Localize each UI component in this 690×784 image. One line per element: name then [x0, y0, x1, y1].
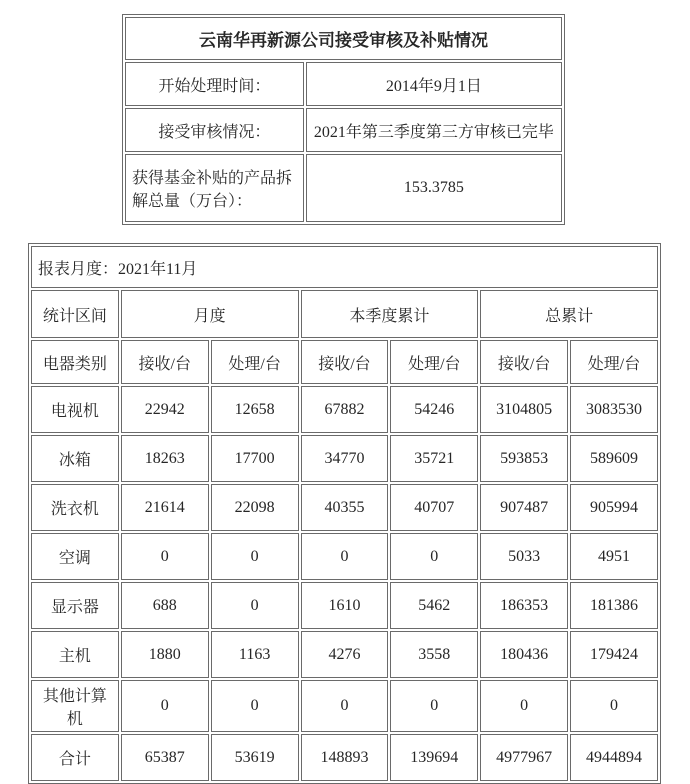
- audit-status-value: 2021年第三季度第三方审核已完毕: [306, 108, 562, 152]
- category-cell: 其他计算机: [31, 680, 119, 732]
- value-cell: 54246: [390, 386, 478, 433]
- category-cell: 冰箱: [31, 435, 119, 482]
- value-cell: 688: [121, 582, 209, 629]
- value-cell: 34770: [301, 435, 389, 482]
- value-cell: 21614: [121, 484, 209, 531]
- table-row-monitor: [31, 582, 658, 629]
- value-cell: 12658: [211, 386, 299, 433]
- sub-header: 处理/台: [570, 340, 658, 384]
- value-cell: 905994: [570, 484, 658, 531]
- value-cell: 1880: [121, 631, 209, 678]
- value-cell: 17700: [211, 435, 299, 482]
- value-cell: 589609: [570, 435, 658, 482]
- table-row-ac: [31, 533, 658, 580]
- summary-title: 云南华再新源公司接受审核及补贴情况: [125, 17, 562, 60]
- category-cell: 电视机: [31, 386, 119, 433]
- value-cell: 139694: [390, 734, 478, 781]
- sub-header: 处理/台: [390, 340, 478, 384]
- summary-table: [122, 14, 565, 225]
- category-cell: 空调: [31, 533, 119, 580]
- table-row-other-computers: [31, 680, 658, 732]
- category-cell: 主机: [31, 631, 119, 678]
- value-cell: 0: [301, 533, 389, 580]
- summary-row-start-time: [125, 62, 562, 106]
- value-cell: 907487: [480, 484, 568, 531]
- category-cell: 洗衣机: [31, 484, 119, 531]
- subsidy-total-label: 获得基金补贴的产品拆解总量（万台）：: [125, 154, 304, 222]
- start-time-label: 开始处理时间：: [125, 62, 304, 106]
- table-row-washer: [31, 484, 658, 531]
- value-cell: 3083530: [570, 386, 658, 433]
- report-period-row: [31, 246, 658, 288]
- value-cell: 1163: [211, 631, 299, 678]
- sub-header: 处理/台: [211, 340, 299, 384]
- value-cell: 179424: [570, 631, 658, 678]
- value-cell: 186353: [480, 582, 568, 629]
- value-cell: 5033: [480, 533, 568, 580]
- report-period: 报表月度：2021年11月: [31, 246, 658, 288]
- category-cell: 显示器: [31, 582, 119, 629]
- table-row-host: [31, 631, 658, 678]
- report-sub-header-row: [31, 340, 658, 384]
- value-cell: 65387: [121, 734, 209, 781]
- value-cell: 0: [390, 680, 478, 732]
- value-cell: 40707: [390, 484, 478, 531]
- value-cell: 0: [121, 680, 209, 732]
- group-header-total: 总累计: [480, 290, 658, 338]
- table-row-total: [31, 734, 658, 781]
- value-cell: 4977967: [480, 734, 568, 781]
- value-cell: 0: [121, 533, 209, 580]
- value-cell: 18263: [121, 435, 209, 482]
- value-cell: 35721: [390, 435, 478, 482]
- value-cell: 0: [301, 680, 389, 732]
- audit-status-label: 接受审核情况：: [125, 108, 304, 152]
- value-cell: 5462: [390, 582, 478, 629]
- group-header-quarter: 本季度累计: [301, 290, 479, 338]
- value-cell: 0: [570, 680, 658, 732]
- value-cell: 40355: [301, 484, 389, 531]
- value-cell: 0: [211, 582, 299, 629]
- value-cell: 593853: [480, 435, 568, 482]
- value-cell: 3104805: [480, 386, 568, 433]
- sub-header: 接收/台: [480, 340, 568, 384]
- sub-header: 接收/台: [121, 340, 209, 384]
- value-cell: 22942: [121, 386, 209, 433]
- report-table: [28, 243, 661, 784]
- value-cell: 4951: [570, 533, 658, 580]
- interval-header: 统计区间: [31, 290, 119, 338]
- value-cell: 22098: [211, 484, 299, 531]
- summary-row-audit-status: [125, 108, 562, 152]
- value-cell: 53619: [211, 734, 299, 781]
- value-cell: 3558: [390, 631, 478, 678]
- value-cell: 0: [211, 533, 299, 580]
- value-cell: 0: [480, 680, 568, 732]
- table-row-fridge: [31, 435, 658, 482]
- sub-header: 接收/台: [301, 340, 389, 384]
- group-header-month: 月度: [121, 290, 299, 338]
- table-row-tv: [31, 386, 658, 433]
- value-cell: 181386: [570, 582, 658, 629]
- value-cell: 4276: [301, 631, 389, 678]
- category-cell: 合计: [31, 734, 119, 781]
- value-cell: 4944894: [570, 734, 658, 781]
- value-cell: 67882: [301, 386, 389, 433]
- summary-row-subsidy-total: [125, 154, 562, 222]
- value-cell: 1610: [301, 582, 389, 629]
- start-time-value: 2014年9月1日: [306, 62, 562, 106]
- category-header: 电器类别: [31, 340, 119, 384]
- value-cell: 0: [390, 533, 478, 580]
- value-cell: 0: [211, 680, 299, 732]
- summary-title-row: [125, 17, 562, 60]
- subsidy-total-value: 153.3785: [306, 154, 562, 222]
- report-group-header-row: [31, 290, 658, 338]
- value-cell: 148893: [301, 734, 389, 781]
- value-cell: 180436: [480, 631, 568, 678]
